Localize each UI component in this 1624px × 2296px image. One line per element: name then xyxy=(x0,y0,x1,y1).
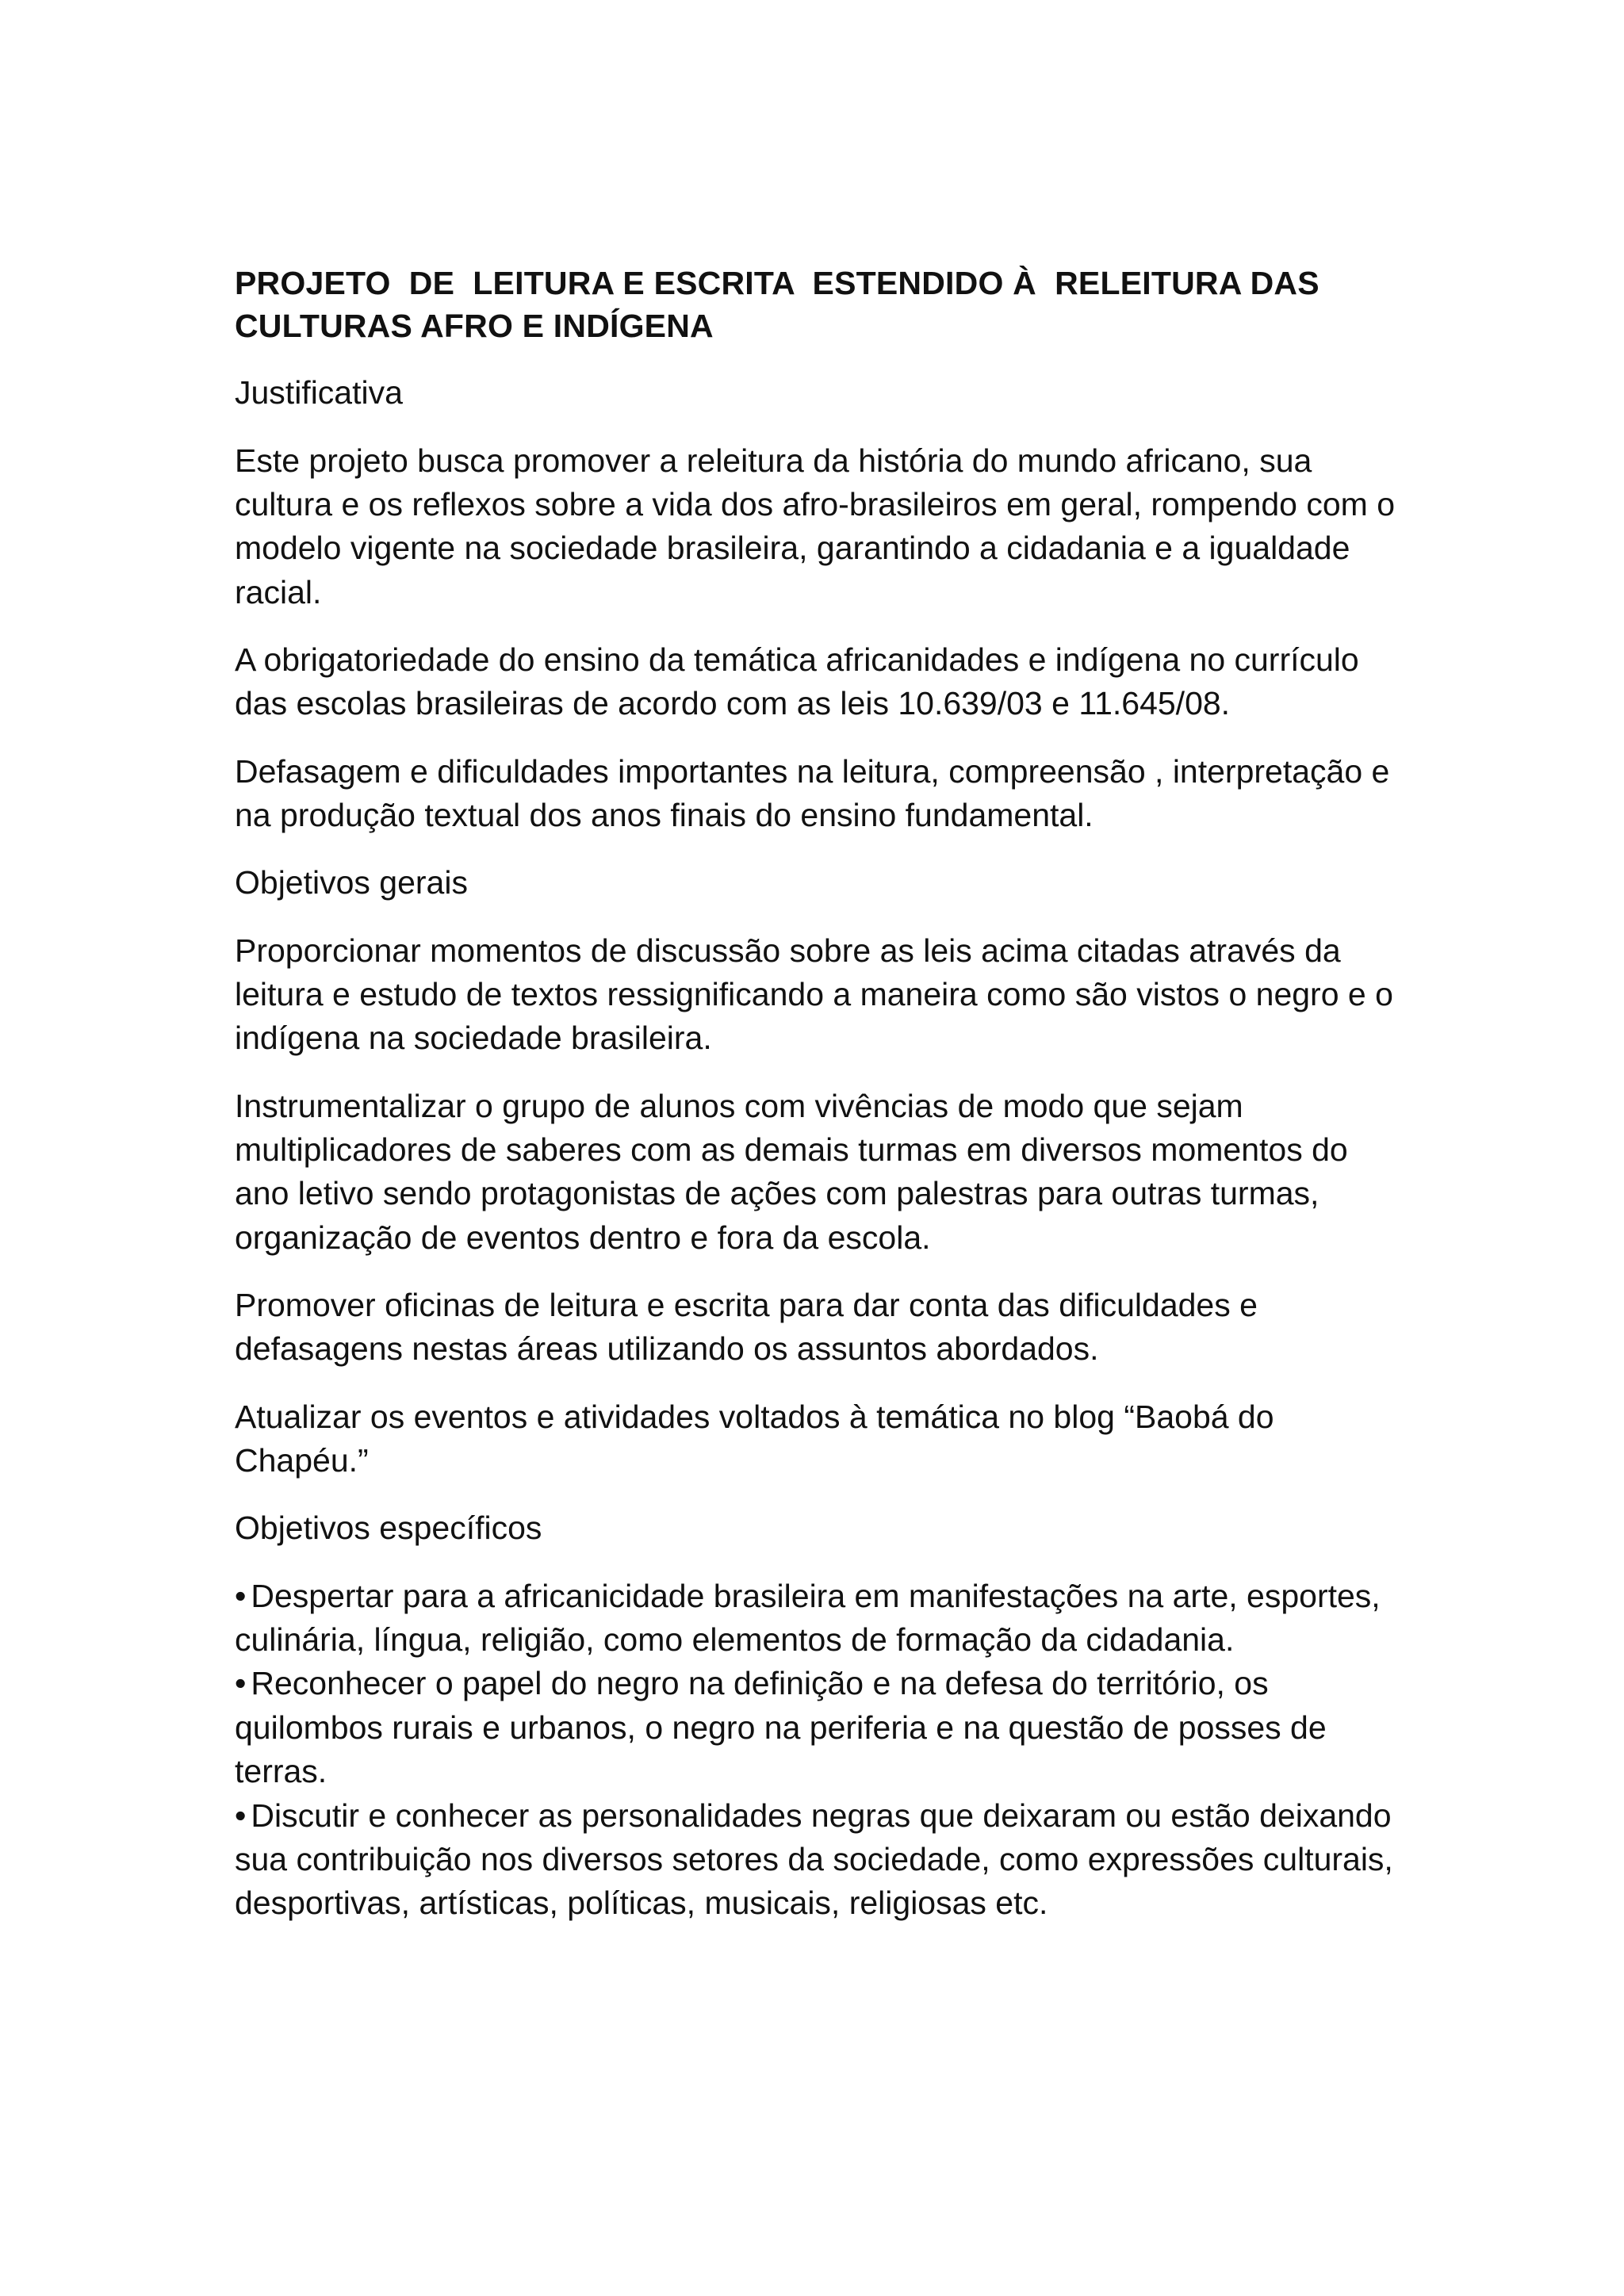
list-item-text: Reconhecer o papel do negro na definição e na defesa do território, os quilombos rurais e urbanos, o negro na periferia e na questão de posses de terras. xyxy=(235,1665,1327,1790)
bullet-icon: • xyxy=(235,1797,247,1834)
justificativa-paragraph-3: Defasagem e dificuldades importantes na leitura, compreensão , interpretação e na produção textual dos anos finais do ensino fundamental. xyxy=(235,752,1390,833)
list-item-text: Despertar para a africanicidade brasileira em manifestações na arte, esportes, culinária, língua, religião, como elementos de formação da cidadania. xyxy=(235,1577,1381,1659)
justificativa-paragraph-2: A obrigatoriedade do ensino da temática africanidades e indígena no currículo das escolas brasileiras de acordo com as leis 10.639/03 e 11.645/08. xyxy=(235,641,1359,722)
document-content xyxy=(235,262,1408,1926)
objetivos-gerais-paragraph-2: Instrumentalizar o grupo de alunos com vivências de modo que sejam multiplicadores de saberes com as demais turmas em diversos momentos do ano letivo sendo protagonistas de ações com palestras para outras turmas, organização de eventos dentro e fora da escola. xyxy=(235,1087,1348,1256)
objetivos-especificos-list xyxy=(235,1575,1408,1926)
objetivos-gerais-heading: Objetivos gerais xyxy=(235,864,468,901)
objetivos-gerais-paragraph-1: Proporcionar momentos de discussão sobre as leis acima citadas através da leitura e estudo de textos ressignificando a maneira como são vistos o negro e o indígena na sociedade brasileira. xyxy=(235,932,1393,1057)
justificativa-heading: Justificativa xyxy=(235,374,403,411)
list-item xyxy=(235,1662,1408,1793)
objetivos-gerais-paragraph-3: Promover oficinas de leitura e escrita para dar conta das dificuldades e defasagens nestas áreas utilizando os assuntos abordados. xyxy=(235,1287,1258,1368)
objetivos-gerais-paragraph-4: Atualizar os eventos e atividades voltados à temática no blog “Baobá do Chapéu.” xyxy=(235,1398,1274,1479)
list-item xyxy=(235,1794,1408,1926)
objetivos-especificos-heading: Objetivos específicos xyxy=(235,1510,542,1547)
list-item xyxy=(235,1575,1408,1663)
justificativa-paragraph-1: Este projeto busca promover a releitura da história do mundo africano, sua cultura e os reflexos sobre a vida dos afro-brasileiros em geral, rompendo com o modelo vigente na sociedade brasileira, garantindo a cidadania e a igualdade racial. xyxy=(235,442,1396,610)
document-title: PROJETO DE LEITURA E ESCRITA ESTENDIDO À RELEITURA DAS CULTURAS AFRO E INDÍGENA xyxy=(235,265,1329,345)
bullet-icon: • xyxy=(235,1665,247,1702)
list-item-text: Discutir e conhecer as personalidades negras que deixaram ou estão deixando sua contribuição nos diversos setores da sociedade, como expressões culturais, desportivas, artísticas, políticas, musicais, religiosas etc. xyxy=(235,1797,1393,1922)
bullet-icon: • xyxy=(235,1577,247,1614)
